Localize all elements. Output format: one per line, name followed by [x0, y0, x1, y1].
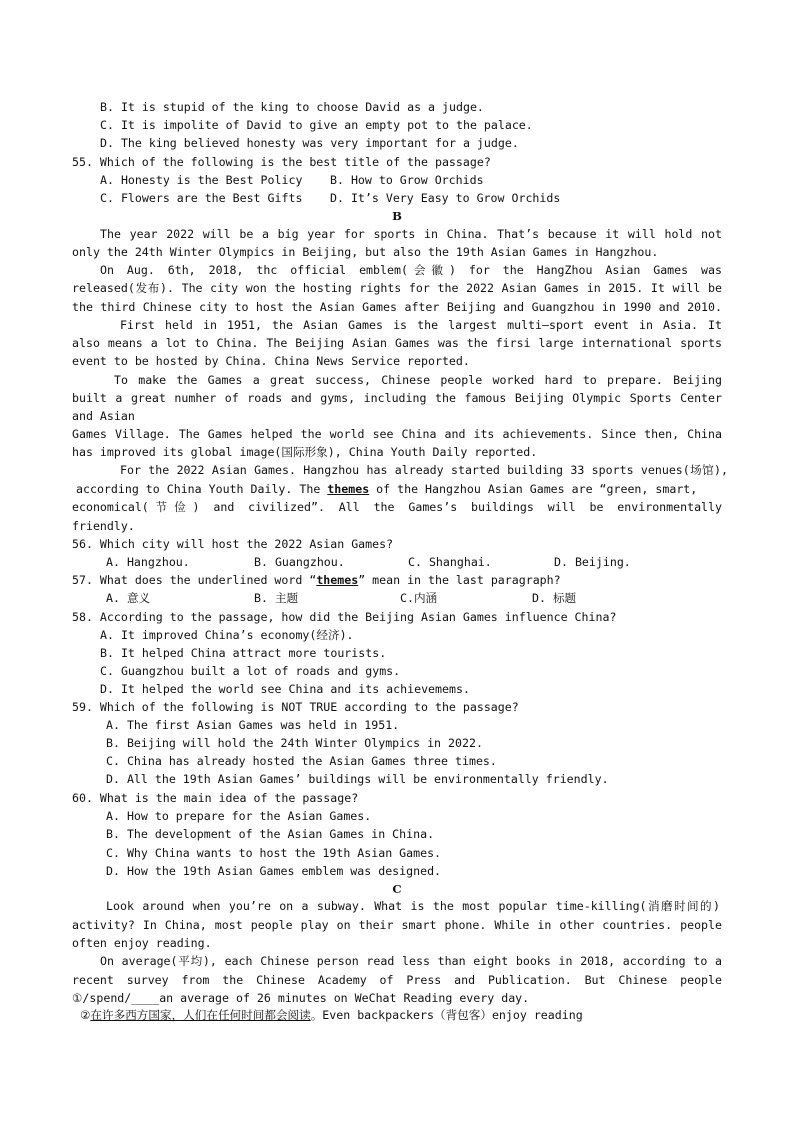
passage-c-text: 。Even backpackers（背包客）enjoy reading: [310, 1008, 583, 1022]
q54-option-b: B. It is stupid of the king to choose David as a judge.: [100, 100, 484, 114]
q59-option-d: D. All the 19th Asian Games’ buildings will be environmentally friendly.: [106, 772, 609, 786]
translation-sentence: 在许多西方国家，人们在任何时间都会阅读: [90, 1008, 311, 1022]
passage-b-line: and Asian: [72, 409, 135, 423]
q60-option-d: D. How the 19th Asian Games emblem was designed.: [106, 864, 442, 878]
passage-c-line: activity? In China, most people play on their smart phone. While in other countries. people: [72, 918, 722, 932]
q56-option-b: B. Guangzhou.: [254, 555, 345, 569]
passage-b-line: On Aug. 6th, 2018, thc official emblem(会徽) for the HangZhou Asian Games was: [100, 263, 722, 277]
passage-b-line: released(发布). The city won the hosting rights for the 2022 Asian Games in 2015. It will be: [72, 281, 722, 295]
q58-option-b: B. It helped China attract more tourists.: [100, 646, 387, 660]
passage-b-heading: B: [392, 209, 402, 223]
q57-option-d: D. 标题: [532, 591, 577, 605]
passage-b-line: For the 2022 Asian Games. Hangzhou has already started building 33 sports venues(场馆),: [120, 463, 728, 477]
passage-b-line: event to be hosted by China. China News Service reported.: [72, 354, 470, 368]
q59-option-a: A. The first Asian Games was held in 1951.: [106, 718, 400, 732]
passage-b-line: the third Chinese city to host the Asian Games after Beijing and Guangzhou in 1990 and 2010.: [72, 300, 722, 314]
q55-stem: 55. Which of the following is the best title of the passage?: [72, 155, 491, 169]
passage-c-line: recent survey from the Chinese Academy of Press and Publication. But Chinese people: [72, 973, 722, 987]
q58-option-d: D. It helped the world see China and its achievemems.: [100, 682, 470, 696]
q56-option-a: A. Hangzhou.: [106, 555, 190, 569]
q57-stem-text: 57. What does the underlined word “: [72, 573, 317, 587]
passage-b-line: friendly.: [72, 519, 135, 533]
passage-b-line: also means a lot to China. The Beijing Asian Games was the firsi large international sports: [72, 336, 722, 350]
q56-option-c: C. Shanghai.: [408, 555, 492, 569]
passage-c-text: ①/spend/: [72, 991, 132, 1005]
passage-b-line: Games Village. The Games helped the world see China and its achievements. Since then, China: [72, 427, 722, 441]
q59-option-b: B. Beijing will hold the 24th Winter Olympics in 2022.: [106, 736, 483, 750]
passage-c-line: Look around when you’re on a subway. What is the most popular time-killing(消磨时间的): [106, 899, 720, 913]
passage-b-line: To make the Games a great success, Chinese people worked hard to prepare. Beijing: [114, 373, 722, 387]
q55-option-a: A. Honesty is the Best Policy: [100, 173, 303, 187]
passage-b-line: First held in 1951, the Asian Games is the largest multi—sport event in Asia. It: [120, 318, 722, 332]
q60-stem: 60. What is the main idea of the passage?: [72, 791, 359, 805]
q59-option-c: C. China has already hosted the Asian Games three times.: [106, 754, 497, 768]
q57-option-b: B. 主题: [254, 591, 299, 605]
q57-option-a: A. 意义: [106, 591, 151, 605]
passage-b-themes-line: [76, 480, 697, 498]
q60-option-c: C. Why China wants to host the 19th Asian Games.: [106, 846, 442, 860]
q55-option-b: B. How to Grow Orchids: [330, 173, 484, 187]
passage-b-line: The year 2022 will be a big year for sports in China. That’s because it will hold not: [100, 227, 722, 241]
q55-option-c: C. Flowers are the Best Gifts: [100, 191, 303, 205]
passage-c-line: On average(平均), each Chinese person read less than eight books in 2018, according to a: [100, 954, 722, 968]
translation-number: ②: [80, 1008, 91, 1022]
q60-option-a: A. How to prepare for the Asian Games.: [106, 809, 372, 823]
passage-c-line: often enjoy reading.: [72, 936, 212, 950]
q58-option-a: A. It improved China’s economy(经济).: [100, 628, 354, 642]
passage-c-blank-line: [72, 989, 529, 1007]
q55-option-d: D. It’s Very Easy to Grow Orchids: [330, 191, 561, 205]
q58-stem: 58. According to the passage, how did the Beijing Asian Games influence China?: [72, 610, 617, 624]
q57-stem: [72, 571, 561, 589]
passage-b-line: built a great numher of roads and gyms, including the famous Beijing Olympic Sports Center: [72, 391, 722, 405]
passage-b-line: only the 24th Winter Olympics in Beijing, but also the 19th Asian Games in Hangzhou.: [72, 245, 659, 259]
fill-blank: ____: [131, 991, 160, 1005]
q60-option-b: B. The development of the Asian Games in China.: [106, 827, 435, 841]
passage-b-line: has improved its global image(国际形象), China Youth Daily reported.: [72, 445, 538, 459]
q58-option-c: C. Guangzhou built a lot of roads and gyms.: [100, 664, 401, 678]
q57-stem-text: ” mean in the last paragraph?: [358, 573, 561, 587]
q59-stem: 59. Which of the following is NOT TRUE according to the passage?: [72, 700, 519, 714]
passage-b-text: of the Hangzhou Asian Games are “green, smart,: [376, 482, 698, 496]
q56-option-d: D. Beijing.: [554, 555, 631, 569]
passage-c-text: an average of 26 minutes on WeChat Reading every day.: [159, 991, 530, 1005]
q57-underlined-word: themes: [316, 573, 359, 587]
passage-b-line: economical(节俭) and civilized”. All the Games’s buildings will be environmentally: [72, 500, 722, 514]
passage-b-text: according to China Youth Daily. The: [76, 482, 321, 496]
q57-option-c: C.内涵: [400, 591, 438, 605]
passage-c-heading: C: [392, 882, 402, 896]
q56-stem: 56. Which city will host the 2022 Asian Games?: [72, 537, 394, 551]
q54-option-c: C. It is impolite of David to give an empty pot to the palace.: [100, 118, 533, 132]
q54-option-d: D. The king believed honesty was very important for a judge.: [100, 136, 519, 150]
translation-line: [80, 1006, 583, 1024]
underlined-word-themes: themes: [327, 482, 370, 496]
